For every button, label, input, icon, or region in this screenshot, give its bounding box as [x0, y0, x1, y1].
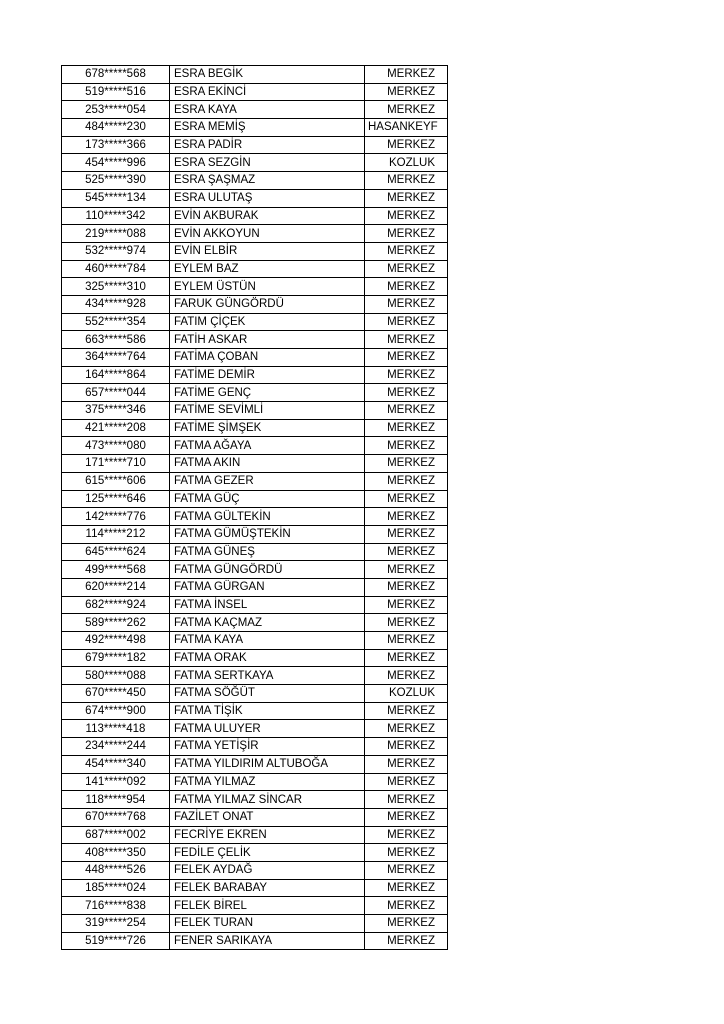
district-cell: MERKEZ [365, 508, 448, 526]
masked-id-cell: 670*****450 [62, 685, 170, 703]
district-cell: KOZLUK [365, 154, 448, 172]
district-cell: MERKEZ [365, 561, 448, 579]
masked-id-cell: 615*****606 [62, 472, 170, 490]
district-cell: MERKEZ [365, 791, 448, 809]
table-row [62, 649, 448, 667]
table-row [62, 260, 448, 278]
district-cell: MERKEZ [365, 755, 448, 773]
masked-id-cell: 678*****568 [62, 66, 170, 84]
masked-id-cell: 670*****768 [62, 808, 170, 826]
district-cell: MERKEZ [365, 207, 448, 225]
masked-id-cell: 113*****418 [62, 720, 170, 738]
masked-id-cell: 141*****092 [62, 773, 170, 791]
masked-id-cell: 552*****354 [62, 313, 170, 331]
table-row [62, 189, 448, 207]
table-row [62, 278, 448, 296]
full-name-cell: FATMA YILMAZ [170, 773, 365, 791]
full-name-cell: FATMA YETİŞİR [170, 738, 365, 756]
table-row [62, 349, 448, 367]
table-row [62, 596, 448, 614]
masked-id-cell: 234*****244 [62, 738, 170, 756]
district-cell: MERKEZ [365, 189, 448, 207]
full-name-cell: ESRA MEMİŞ [170, 119, 365, 137]
full-name-cell: FATMA GÜNGÖRDÜ [170, 561, 365, 579]
masked-id-cell: 679*****182 [62, 649, 170, 667]
district-cell: MERKEZ [365, 437, 448, 455]
table-row [62, 861, 448, 879]
full-name-cell: FATMA GÜNEŞ [170, 543, 365, 561]
masked-id-cell: 545*****134 [62, 189, 170, 207]
masked-id-cell: 499*****568 [62, 561, 170, 579]
table-row [62, 419, 448, 437]
district-cell: MERKEZ [365, 331, 448, 349]
full-name-cell: FATMA SERTKAYA [170, 667, 365, 685]
full-name-cell: FATİME DEMİR [170, 366, 365, 384]
full-name-cell: FELEK BİREL [170, 897, 365, 915]
table-row [62, 313, 448, 331]
full-name-cell: FATMA GÜLTEKİN [170, 508, 365, 526]
full-name-cell: FECRİYE EKREN [170, 826, 365, 844]
masked-id-cell: 185*****024 [62, 879, 170, 897]
district-cell: MERKEZ [365, 472, 448, 490]
masked-id-cell: 682*****924 [62, 596, 170, 614]
full-name-cell: FATMA KAÇMAZ [170, 614, 365, 632]
table-row [62, 437, 448, 455]
full-name-cell: FAZİLET ONAT [170, 808, 365, 826]
masked-id-cell: 657*****044 [62, 384, 170, 402]
full-name-cell: ESRA EKİNCİ [170, 83, 365, 101]
district-cell: MERKEZ [365, 826, 448, 844]
full-name-cell: FATMA AĞAYA [170, 437, 365, 455]
masked-id-cell: 645*****624 [62, 543, 170, 561]
masked-id-cell: 114*****212 [62, 525, 170, 543]
full-name-cell: ESRA SEZGİN [170, 154, 365, 172]
masked-id-cell: 473*****080 [62, 437, 170, 455]
district-cell: MERKEZ [365, 313, 448, 331]
masked-id-cell: 492*****498 [62, 632, 170, 650]
table-row [62, 773, 448, 791]
district-cell: MERKEZ [365, 897, 448, 915]
full-name-cell: ESRA ŞAŞMAZ [170, 172, 365, 190]
district-cell: MERKEZ [365, 915, 448, 933]
full-name-cell: ESRA KAYA [170, 101, 365, 119]
masked-id-cell: 364*****764 [62, 349, 170, 367]
masked-id-cell: 171*****710 [62, 455, 170, 473]
table-row [62, 614, 448, 632]
full-name-cell: EVİN AKBURAK [170, 207, 365, 225]
district-cell: MERKEZ [365, 649, 448, 667]
masked-id-cell: 408*****350 [62, 844, 170, 862]
district-cell: MERKEZ [365, 455, 448, 473]
table-row [62, 83, 448, 101]
table-row [62, 402, 448, 420]
table-row [62, 702, 448, 720]
records-table [61, 65, 448, 950]
table-row [62, 331, 448, 349]
district-cell: MERKEZ [365, 295, 448, 313]
district-cell: MERKEZ [365, 614, 448, 632]
table-row [62, 455, 448, 473]
table-row [62, 525, 448, 543]
masked-id-cell: 319*****254 [62, 915, 170, 933]
masked-id-cell: 325*****310 [62, 278, 170, 296]
district-cell: KOZLUK [365, 685, 448, 703]
full-name-cell: FATMA GEZER [170, 472, 365, 490]
masked-id-cell: 448*****526 [62, 861, 170, 879]
table-row [62, 119, 448, 137]
table-row [62, 932, 448, 950]
district-cell: MERKEZ [365, 879, 448, 897]
full-name-cell: FATİME GENÇ [170, 384, 365, 402]
table-row [62, 915, 448, 933]
district-cell: MERKEZ [365, 101, 448, 119]
district-cell: MERKEZ [365, 720, 448, 738]
full-name-cell: EYLEM ÜSTÜN [170, 278, 365, 296]
table-row [62, 472, 448, 490]
table-row [62, 720, 448, 738]
masked-id-cell: 663*****586 [62, 331, 170, 349]
table-row [62, 826, 448, 844]
district-cell: MERKEZ [365, 667, 448, 685]
masked-id-cell: 164*****864 [62, 366, 170, 384]
full-name-cell: FATİME SEVİMLİ [170, 402, 365, 420]
full-name-cell: FELEK TURAN [170, 915, 365, 933]
district-cell: MERKEZ [365, 844, 448, 862]
full-name-cell: FATMA YILMAZ SİNCAR [170, 791, 365, 809]
district-cell: MERKEZ [365, 702, 448, 720]
district-cell: MERKEZ [365, 242, 448, 260]
masked-id-cell: 532*****974 [62, 242, 170, 260]
table-row [62, 508, 448, 526]
full-name-cell: FATMA GÜMÜŞTEKİN [170, 525, 365, 543]
district-cell: MERKEZ [365, 225, 448, 243]
table-row [62, 225, 448, 243]
district-cell: MERKEZ [365, 136, 448, 154]
masked-id-cell: 687*****002 [62, 826, 170, 844]
masked-id-cell: 421*****208 [62, 419, 170, 437]
district-cell: MERKEZ [365, 932, 448, 950]
table-row [62, 366, 448, 384]
full-name-cell: FATMA SÖĞÜT [170, 685, 365, 703]
district-cell: MERKEZ [365, 808, 448, 826]
full-name-cell: FATMA İNSEL [170, 596, 365, 614]
table-row [62, 578, 448, 596]
masked-id-cell: 142*****776 [62, 508, 170, 526]
full-name-cell: FATİMA ÇOBAN [170, 349, 365, 367]
full-name-cell: ESRA ULUTAŞ [170, 189, 365, 207]
district-cell: MERKEZ [365, 738, 448, 756]
table-row [62, 685, 448, 703]
full-name-cell: EVİN ELBİR [170, 242, 365, 260]
district-cell: MERKEZ [365, 278, 448, 296]
table-row [62, 808, 448, 826]
masked-id-cell: 118*****954 [62, 791, 170, 809]
district-cell: MERKEZ [365, 578, 448, 596]
full-name-cell: FELEK AYDAĞ [170, 861, 365, 879]
table-row [62, 561, 448, 579]
full-name-cell: FARUK GÜNGÖRDÜ [170, 295, 365, 313]
masked-id-cell: 375*****346 [62, 402, 170, 420]
masked-id-cell: 460*****784 [62, 260, 170, 278]
masked-id-cell: 620*****214 [62, 578, 170, 596]
masked-id-cell: 674*****900 [62, 702, 170, 720]
district-cell: MERKEZ [365, 83, 448, 101]
masked-id-cell: 589*****262 [62, 614, 170, 632]
masked-id-cell: 525*****390 [62, 172, 170, 190]
full-name-cell: FATMA ORAK [170, 649, 365, 667]
table-row [62, 543, 448, 561]
full-name-cell: FEDİLE ÇELİK [170, 844, 365, 862]
district-cell: MERKEZ [365, 384, 448, 402]
district-cell: MERKEZ [365, 525, 448, 543]
full-name-cell: FATMA GÜÇ [170, 490, 365, 508]
full-name-cell: FATMA AKIN [170, 455, 365, 473]
district-cell: MERKEZ [365, 543, 448, 561]
full-name-cell: EVİN AKKOYUN [170, 225, 365, 243]
district-cell: MERKEZ [365, 861, 448, 879]
masked-id-cell: 580*****088 [62, 667, 170, 685]
district-cell: MERKEZ [365, 66, 448, 84]
masked-id-cell: 716*****838 [62, 897, 170, 915]
district-cell: MERKEZ [365, 402, 448, 420]
full-name-cell: ESRA BEGİK [170, 66, 365, 84]
full-name-cell: FATMA KAYA [170, 632, 365, 650]
table-row [62, 879, 448, 897]
masked-id-cell: 454*****996 [62, 154, 170, 172]
district-cell: HASANKEYF [365, 119, 448, 137]
full-name-cell: FATMA TİŞİK [170, 702, 365, 720]
table-row [62, 66, 448, 84]
masked-id-cell: 519*****516 [62, 83, 170, 101]
table-row [62, 207, 448, 225]
masked-id-cell: 125*****646 [62, 490, 170, 508]
table-row [62, 738, 448, 756]
table-row [62, 844, 448, 862]
masked-id-cell: 253*****054 [62, 101, 170, 119]
masked-id-cell: 219*****088 [62, 225, 170, 243]
masked-id-cell: 519*****726 [62, 932, 170, 950]
full-name-cell: FATİME ŞİMŞEK [170, 419, 365, 437]
district-cell: MERKEZ [365, 260, 448, 278]
masked-id-cell: 434*****928 [62, 295, 170, 313]
district-cell: MERKEZ [365, 632, 448, 650]
table-row [62, 101, 448, 119]
table-row [62, 295, 448, 313]
table-row [62, 242, 448, 260]
full-name-cell: EYLEM BAZ [170, 260, 365, 278]
table-row [62, 490, 448, 508]
district-cell: MERKEZ [365, 596, 448, 614]
district-cell: MERKEZ [365, 172, 448, 190]
full-name-cell: FATİH ASKAR [170, 331, 365, 349]
full-name-cell: FATMA GÜRGAN [170, 578, 365, 596]
table-row [62, 632, 448, 650]
table-row [62, 897, 448, 915]
table-row [62, 384, 448, 402]
district-cell: MERKEZ [365, 490, 448, 508]
table-row [62, 667, 448, 685]
full-name-cell: FATMA YILDIRIM ALTUBOĞA [170, 755, 365, 773]
full-name-cell: FENER SARIKAYA [170, 932, 365, 950]
district-cell: MERKEZ [365, 419, 448, 437]
masked-id-cell: 173*****366 [62, 136, 170, 154]
district-cell: MERKEZ [365, 366, 448, 384]
district-cell: MERKEZ [365, 773, 448, 791]
full-name-cell: FATIM ÇİÇEK [170, 313, 365, 331]
masked-id-cell: 110*****342 [62, 207, 170, 225]
district-cell: MERKEZ [365, 349, 448, 367]
full-name-cell: ESRA PADİR [170, 136, 365, 154]
table-row [62, 172, 448, 190]
masked-id-cell: 484*****230 [62, 119, 170, 137]
table-row [62, 154, 448, 172]
table-row [62, 791, 448, 809]
table-row [62, 136, 448, 154]
full-name-cell: FATMA ULUYER [170, 720, 365, 738]
full-name-cell: FELEK BARABAY [170, 879, 365, 897]
table-row [62, 755, 448, 773]
masked-id-cell: 454*****340 [62, 755, 170, 773]
records-table-body [62, 66, 448, 950]
